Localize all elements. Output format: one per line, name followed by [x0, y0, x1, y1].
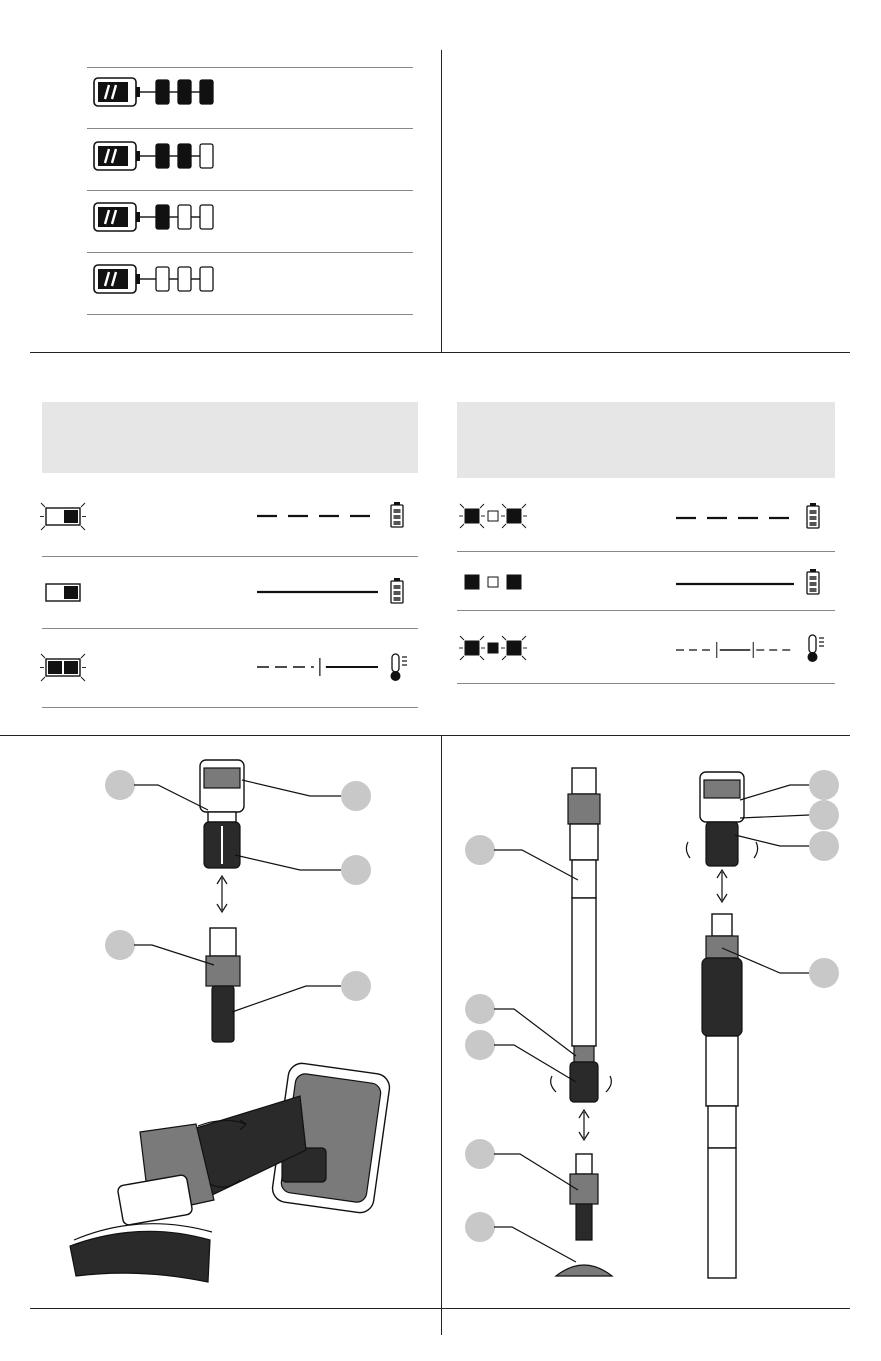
callout-circle — [809, 831, 839, 861]
callout-circle — [341, 781, 371, 811]
callout-circle — [809, 800, 839, 830]
callout-circle — [465, 1030, 495, 1060]
callout-circle — [809, 958, 839, 988]
double-arrow-icon — [217, 876, 227, 912]
coupler-top-part — [200, 760, 244, 868]
callout-circle — [465, 835, 495, 865]
double-arrow-icon — [579, 1110, 589, 1140]
callout-circle — [341, 855, 371, 885]
callout-circle — [809, 770, 839, 800]
extension-pole-right — [686, 772, 757, 1278]
assembled-scrubber-illustration — [70, 1062, 391, 1282]
callout-circle — [105, 770, 135, 800]
callout-circle — [105, 930, 135, 960]
extension-pole-left — [551, 768, 612, 1102]
callout-circle — [465, 1139, 495, 1169]
callout-circle — [465, 994, 495, 1024]
brush-neck-part — [206, 928, 240, 1042]
callout-circle — [465, 1212, 495, 1242]
brush-adapter-part — [556, 1154, 612, 1276]
callout-circle — [341, 971, 371, 1001]
